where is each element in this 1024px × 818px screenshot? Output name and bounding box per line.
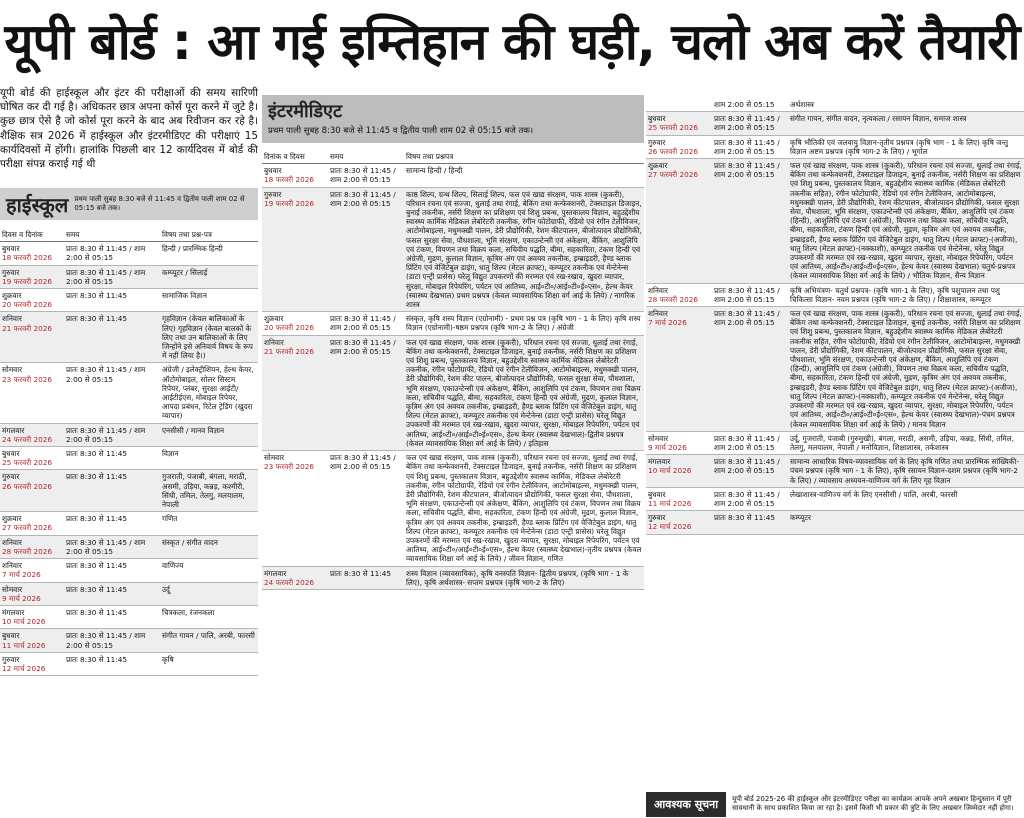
date-label: 28 फरवरी 2026 <box>2 546 53 556</box>
intro-paragraph: यूपी बोर्ड की हाईस्कूल और इंटर की परीक्षाओं की समय सारिणी घोषित कर दी गई है। अधिकतर छात्र अपना कोर्स पूरा करने में जुटे है। कुछ छात्र ऐसे है जो कोर्स पूरा करने के बाद अब रिवीजन कर रहे है। शैक्षिक सत्र 2026 में हाईस्कूल और इंटरमीडिएट की परीक्षाएं 15 कार्यदिवसों में होंगी। हालांकि पिछली बार 12 कार्यदिवस में बोर्ड की परीक्षा संपन्न कराई गई थी <box>0 87 258 171</box>
highschool-shift-note: प्रथम पाली सुबह 8:30 बजे से 11:45 व द्वितीय पाली शाम 02 से 05:15 बजे तक। <box>74 195 245 212</box>
highschool-timetable <box>0 228 258 676</box>
day-label: मंगलवार <box>2 425 25 435</box>
date-cell <box>0 629 64 652</box>
column-header: विषय तथा प्रश्न-पत्र <box>160 228 258 242</box>
date-label: 11 मार्च 2026 <box>648 498 692 508</box>
subject-cell: कृषि <box>160 652 258 675</box>
date-label: 26 फरवरी 2026 <box>648 146 699 156</box>
subject-cell: वाणिज्य <box>160 559 258 582</box>
column-header: दिनांक व दिवस <box>262 150 328 164</box>
time-cell: प्रातः 8:30 से 11:45 / शाम 2:00 से 05:15 <box>712 455 788 488</box>
time-cell: प्रातः 8:30 से 11:45 / शाम 2:00 से 05:15 <box>64 363 160 423</box>
column-header: समय <box>64 228 160 242</box>
date-label: 20 फरवरी 2026 <box>2 300 53 310</box>
time-cell: प्रातः 8:30 से 11:45 / शाम 2:00 से 05:15 <box>64 535 160 558</box>
time-cell: प्रातः 8:30 से 11:45 <box>64 582 160 605</box>
subject-cell: कृषि अभियंत्रण- चतुर्थ प्रश्नपत्र- (कृषि भाग-1 के लिए), कृषि पशुपालन तथा पशु चिकित्सा विज्ञान- नवम प्रश्नपत्र (कृषि भाग-2 के लिए) / शिक्षाशास्त्र, कम्प्यूटर <box>788 283 1024 306</box>
time-cell: प्रातः 8:30 से 11:45 / शाम 2:00 से 05:15 <box>328 335 404 450</box>
day-label: शनिवार <box>264 337 284 347</box>
date-cell <box>646 98 712 112</box>
table-row <box>0 535 258 558</box>
day-label: बुधवार <box>2 449 20 459</box>
subject-cell: संस्कृत / संगीत वादन <box>160 535 258 558</box>
date-cell <box>646 487 712 510</box>
subject-cell: अंग्रेजी / इलेक्ट्रीशियन, हेल्थ केयर, ऑटोमोबाइल, सोलर सिस्टम रिपेयर, प्लंबर, सुरक्षा आईटी/आईटीईएस, मोबाइल रिपेयर, आपदा प्रबंधन, रिटेल ट्रेडिंग (खुदरा व्यापार) <box>160 363 258 423</box>
subject-cell: सामाजिक विज्ञान <box>160 289 258 312</box>
date-cell <box>646 159 712 284</box>
table-row <box>0 559 258 582</box>
date-cell <box>0 289 64 312</box>
date-label: 19 फरवरी 2026 <box>2 276 53 286</box>
day-label: शनिवार <box>2 314 22 324</box>
time-cell: प्रातः 8:30 से 11:45 <box>64 470 160 512</box>
time-cell: प्रातः 8:30 से 11:45 / शाम 2:00 से 05:15 <box>712 307 788 432</box>
date-label: 24 फरवरी 2026 <box>264 577 315 587</box>
time-cell: प्रातः 8:30 से 11:45 / शाम 2:00 से 05:15 <box>712 112 788 135</box>
date-label: 26 फरवरी 2026 <box>2 481 53 491</box>
table-row <box>262 451 644 566</box>
subject-cell: विज्ञान <box>160 447 258 470</box>
time-cell: प्रातः 8:30 से 11:45 / शाम 2:00 से 05:15 <box>64 629 160 652</box>
day-label: सोमवार <box>2 584 23 594</box>
day-label: शनिवार <box>2 561 22 571</box>
date-label: 23 फरवरी 2026 <box>2 374 53 384</box>
table-row <box>0 629 258 652</box>
table-row <box>262 312 644 335</box>
day-label: गुरुवार <box>2 472 20 482</box>
date-cell <box>0 470 64 512</box>
subject-cell: संस्कृत, कृषि शस्य विज्ञान (एग्रोनामी) - प्रथम प्रश्न पत्र (कृषि भाग - 1 के लिए) कृषि शस्य विज्ञान (एग्रोनामी)-षष्ठम प्रश्नपत्र (कृषि भाग-2 के लिए) / अंग्रेजी <box>404 312 644 335</box>
table-row <box>0 652 258 675</box>
time-cell: प्रातः 8:30 से 11:45 / शाम 2:00 से 05:15 <box>328 164 404 187</box>
subject-cell: उर्दू <box>160 582 258 605</box>
table-row <box>0 363 258 423</box>
column-header: समय <box>328 150 404 164</box>
date-cell <box>0 423 64 446</box>
date-cell <box>646 112 712 135</box>
day-label: शुक्रवार <box>2 514 22 524</box>
day-label: बुधवार <box>648 489 666 499</box>
date-label: 18 फरवरी 2026 <box>264 175 315 185</box>
table-header-row <box>0 228 258 242</box>
date-cell <box>0 363 64 423</box>
table-row <box>646 112 1024 135</box>
day-label: बुधवार <box>648 114 666 124</box>
subject-cell: सामान्य आधारिक विषय-व्यावसायिक वर्ग के लिए कृषि गणित तथा प्रारम्भिक सांख्यिकी- पंचम प्रश्नपत्र (कृषि भाग - 1 के लिए), कृषि रसायन विज्ञान-दशम प्रश्नपत्र (कृषि भाग-2 के लिए) / व्यावसाय अध्ययन-वाणिज्य वर्ग के लिए गृह विज्ञान <box>788 455 1024 488</box>
subject-cell: लेखाशास्त्र-वाणिज्य वर्ग के लिए एनसीसी / पालि, अरबी, फारसी <box>788 487 1024 510</box>
table-row <box>646 135 1024 158</box>
date-cell <box>262 312 328 335</box>
day-label: बुधवार <box>2 244 20 254</box>
date-cell <box>646 455 712 488</box>
subject-cell: एनसीसी / मानव विज्ञान <box>160 423 258 446</box>
subject-cell: अर्थशास्त्र <box>788 98 1024 112</box>
time-cell: प्रातः 8:30 से 11:45 / शाम 2:00 से 05:15 <box>712 135 788 158</box>
day-label: शनिवार <box>648 309 668 319</box>
date-cell <box>0 512 64 535</box>
table-row <box>0 289 258 312</box>
table-row <box>646 455 1024 488</box>
date-cell <box>0 265 64 288</box>
date-label: 11 मार्च 2026 <box>2 640 46 650</box>
day-label: बुधवार <box>264 166 282 176</box>
table-row <box>0 312 258 363</box>
day-label: बुधवार <box>2 631 20 641</box>
table-row <box>0 605 258 628</box>
table-header-row <box>262 150 644 164</box>
table-row <box>0 242 258 265</box>
subject-cell: चित्रकला, रंजनकला <box>160 605 258 628</box>
subject-cell: गृहविज्ञान (केवल बालिकाओं के लिए) गृहविज्ञान (केवल बालकों के लिए तथा उन बालिकाओं के लिए जिन्होंने इसे अनिवार्य विषय के रूप में नहीं लिया है।) <box>160 312 258 363</box>
subject-cell: काष्ठ शिल्प, ग्रन्थ शिल्प, सिलाई शिल्प, फल एवं खाद्य संरक्षण, पाक शास्त्र (कुकरी), परिधान रचना एवं सज्जा, धुलाई तथा रंगाई, बेकिंग तथा कन्फेक्शनरी, टेक्सटाइल डिजाइन, बुनाई तकनीक, नर्सरी शिक्षण का प्रशिक्षण एवं शिशु प्रबन्ध, पुस्तकालय विज्ञान, बहुउद्देशीय स्वास्थ्य कार्मिक मेडिकल लेबोरेटरी तकनीक, रंगीन फोटोग्राफी, रेडियो एवं रंगीन टेलीविजन, आटोमोबाइल्स, मधुमक्खी पालन, डेरी प्रौद्योगिकी, रेशम कीटपालन, बीजोत्पादन प्रौद्योगिकी, फसल सुरक्षा सेवा, पौधशाला, भूमि संरक्षण, एकाउन्टेन्सी एवं अंकेक्षण, बैंकिंग, आशुलिपि एवं टंकण, विपणन तथा विक्रय कला, सचिवीय पद्धति, बीमा, सहकारिता, टंकण हिन्दी एवं अंग्रेजी, मुद्रण, कुलाल विज्ञान, कृत्रिम अंग एवं अवयव तकनीक, इम्ब्राइडरी, हैण्ड ब्लाक प्रिंटिंग एवं वेजिटेबुल डाइंग, धातु शिल्प (मेटल क्राफ्ट), कम्प्यूटर तकनीक एवं मेन्टेनेन्स (डाटा एन्ट्री प्रासेस) घरेलू विद्युत उपकरणों की मरम्मत एवं रख-रखाव, खुदरा व्यापार, सुरक्षा, मोबाइल रिपेयरिंग, पर्यटन एवं आतिथ्य, आई०टी०/आई०टी०ई०एस०, हेल्थ केयर (स्वास्थ्य देखभाल) प्रथम प्रश्नपत्र (केवल व्यावसायिक शिक्षा वर्ग आई के लिये) / नागरिक शास्त्र <box>404 187 644 312</box>
date-label: 20 फरवरी 2026 <box>264 323 315 333</box>
date-label: 12 मार्च 2026 <box>2 663 46 673</box>
date-cell <box>646 307 712 432</box>
date-cell <box>0 535 64 558</box>
intermediate-banner <box>262 95 644 143</box>
date-label: 10 मार्च 2026 <box>648 466 692 476</box>
page-headline: यूपी बोर्ड : आ गई इम्तिहान की घड़ी, चलो अब करें तैयारी <box>4 13 1020 71</box>
table-row <box>646 159 1024 284</box>
table-row <box>262 566 644 589</box>
table-row <box>646 98 1024 112</box>
time-cell: प्रातः 8:30 से 11:45 <box>64 312 160 363</box>
date-label: 28 फरवरी 2026 <box>648 294 699 304</box>
subject-cell: उर्दू, गुजराती, पंजाबी (गुरुमुखी), बंगला, मराठी, असमी, उड़िया, कन्नड़, सिंधी, तमिल, तेलगु, मलयालम, नेपाली / मनोविज्ञान, शिक्षाशास्त्र, तर्कशास्त्र <box>788 431 1024 454</box>
table-row <box>646 307 1024 432</box>
table-row <box>0 470 258 512</box>
date-label: 27 फरवरी 2026 <box>2 523 53 533</box>
time-cell: प्रातः 8:30 से 11:45 <box>64 559 160 582</box>
date-cell <box>262 187 328 312</box>
table-row <box>646 511 1024 534</box>
time-cell: शाम 2:00 से 05:15 <box>712 98 788 112</box>
time-cell: प्रातः 8:30 से 11:45 <box>64 289 160 312</box>
time-cell: प्रातः 8:30 से 11:45 / शाम 2:00 से 05:15 <box>712 283 788 306</box>
table-row <box>646 283 1024 306</box>
table-row <box>0 512 258 535</box>
column-header: दिवस व दिनांक <box>0 228 64 242</box>
date-label: 24 फरवरी 2026 <box>2 434 53 444</box>
date-cell <box>646 431 712 454</box>
time-cell: प्रातः 8:30 से 11:45 <box>64 652 160 675</box>
day-label: मंगलवार <box>648 457 671 467</box>
date-label: 23 फरवरी 2026 <box>264 462 315 472</box>
time-cell: प्रातः 8:30 से 11:45 / शाम 2:00 से 05:15 <box>64 423 160 446</box>
day-label: शुक्रवार <box>264 314 284 324</box>
date-cell <box>0 652 64 675</box>
table-row <box>0 582 258 605</box>
table-row <box>646 431 1024 454</box>
date-label: 21 फरवरी 2026 <box>264 346 315 356</box>
subject-cell: हिन्दी / प्रारम्भिक हिन्दी <box>160 242 258 265</box>
subject-cell: फल एवं खाद्य संरक्षण, पाक शास्त्र (कुकरी), परिधान रचना एवं सज्जा, धुलाई तथा रंगाई, बेकिंग तथा कन्फेक्शनरी, टेक्सटाइल डिजाइन, बुनाई तकनीक, नर्सरी शिक्षण का प्रशिक्षण एवं शिशु प्रबन्ध, पुस्तकालय विज्ञान, बहुउद्देशीय स्वास्थ्य कार्मिक (मेडिकल लेबोरेटरी तकनीक सहित), रंगीन फोटोग्राफी, रेडियो एवं रंगीन टेलीविजन, आटोमोबाइल्स, मधुमक्खी पालन, डेरी प्रौद्योगिकी, रेशम कीटपालन, बीजोत्पादन प्रौद्योगिकी, फसल सुरक्षा सेवा, पौधशाला, भूमि संरक्षण, एकाउन्टेन्सी एवं अंकेक्षण, बैंकिंग, आशुलिपि एवं टंकण (हिन्दी), आशुलिपि एवं टंकण (अंग्रेजी), विपणन तथा विक्रय कला, सचिवीय पद्धति, बीमा, सहकारिता, टंकण हिन्दी एवं अंग्रेजी, मुद्रण, कृत्रिम अंग एवं अवयव तकनीक, इम्ब्राइडरी, हैण्ड ब्लाक प्रिंटिंग एवं वेजिटेबुल डाइंग, धातु शिल्प (मेटल क्राफ्ट)-(अजीज), धातु शिल्प (मेटल क्राफ्ट)-(नक्काशी), कम्प्यूटर तकनीक एवं मेन्टेनेन्स, घरेलू विद्युत उपकरणों की मरम्मत एवं रख-रखाव, खुदरा व्यापार, सुरक्षा, मोबाइल रिपेयरिंग, पर्यटन एवं आतिथ्य, आई०टी०/आई०टी०ई०एस०, हेल्थ केयर (स्वास्थ्य देखभाल) चतुर्थ-प्रश्नपत्र (केवल व्यावसायिक शिक्षा वर्ग आई के लिये) / भौतिक विज्ञान, सैन्य विज्ञान <box>788 159 1024 284</box>
column-header: विषय तथा प्रश्नपत्र <box>404 150 644 164</box>
day-label: गुरुवार <box>648 513 666 523</box>
time-cell: प्रातः 8:30 से 11:45 / शाम 2:00 से 05:15 <box>64 242 160 265</box>
day-label: सोमवार <box>2 365 23 375</box>
date-cell <box>262 164 328 187</box>
day-label: शुक्रवार <box>2 291 22 301</box>
time-cell: प्रातः 8:30 से 11:45 <box>64 512 160 535</box>
date-label: 12 मार्च 2026 <box>648 522 692 532</box>
table-row <box>262 335 644 450</box>
day-label: गुरुवार <box>2 654 20 664</box>
time-cell: प्रातः 8:30 से 11:45 / शाम 2:00 से 05:15 <box>328 312 404 335</box>
subject-cell: कम्प्यूटर <box>788 511 1024 534</box>
subject-cell: फल एवं खाद्य संरक्षण, पाक शास्त्र (कुकरी), परिधान रचना एवं सज्जा, धुलाई तथा रंगाई, बेकिंग तथा कन्फेक्शनरी, टेक्सटाइल डिजाइन, बुनाई तकनीक, नर्सरी शिक्षण का प्रशिक्षण एवं शिशु प्रबन्ध, पुस्तकालय विज्ञान, बहुउद्देशीय स्वास्थ्य कार्मिक मेडिकल लेबोरेटरी तकनीक, रंगीन फोटोग्राफी, रेडियो एवं रंगीन टेलीविजन, आटोमोबाइल्स, मधुमक्खी पालन, डेरी प्रौद्योगिकी, रेशम कीट पालन, बीजोत्पादन प्रौद्योगिकी, फसल सुरक्षा सेवा, पौधशाला, भूमि संरक्षण, एकाउन्टेन्सी एवं अंकेक्षण, बैंकिंग, आशुलिपि एवं टंकण, विपणन तथा विक्रय कला, सचिवीय पद्धति, बीमा, सहकारिता, टंकण हिन्दी एवं अंग्रेजी, मुद्रण, कुलाल विज्ञान, कृत्रिम अंग एवं अवयव तकनीक, इम्ब्राइडरी, हैण्ड ब्लाक प्रिंटिंग एवं वेजिटेबुल डाइंग, धातु शिल्प (मेटल क्राफ्ट), कम्प्यूटर तकनीक एवं मेन्टेनेन्स (डाटा एन्ट्री प्रासेस) घरेलू विद्युत उपकरणों की मरम्मत एवं रख-रखाव, खुदरा व्यापार, सुरक्षा, मोबाइल रिपेयरिंग, पर्यटन एवं आतिथ्य, आई०टी०/आई०टी०ई०एस०, हेल्थ केयर (स्वास्थ्य देखभाल)-द्वितीय प्रश्नपत्र (केवल व्यावसायिक शिक्षा वर्ग आई के लिये) / इतिहास <box>404 335 644 450</box>
date-label: 27 फरवरी 2026 <box>648 170 699 180</box>
time-cell: प्रातः 8:30 से 11:45 <box>64 605 160 628</box>
table-row <box>0 265 258 288</box>
subject-cell: संगीत गायन, संगीत वादन, नृत्यकला / रसायन विज्ञान, समाज शास्त्र <box>788 112 1024 135</box>
table-row <box>262 187 644 312</box>
subject-cell: कम्प्यूटर / सिलाई <box>160 265 258 288</box>
table-row <box>0 447 258 470</box>
time-cell: प्रातः 8:30 से 11:45 / शाम 2:00 से 05:15 <box>64 265 160 288</box>
date-label: 7 मार्च 2026 <box>648 318 687 328</box>
date-cell <box>0 582 64 605</box>
time-cell: प्रातः 8:30 से 11:45 / शाम 2:00 से 05:15 <box>328 451 404 566</box>
intermediate-shift-note: प्रथम पाली सुबह 8:30 बजे से 11:45 व द्वितीय पाली शाम 02 से 05:15 बजे तक। <box>268 126 534 136</box>
day-label: शुक्रवार <box>648 161 668 171</box>
time-cell: प्रातः 8:30 से 11:45 <box>328 566 404 589</box>
subject-cell: सामान्य हिन्दी / हिन्दी <box>404 164 644 187</box>
time-cell: प्रातः 8:30 से 11:45 / शाम 2:00 से 05:15 <box>712 431 788 454</box>
date-cell <box>0 559 64 582</box>
date-label: 19 फरवरी 2026 <box>264 198 315 208</box>
day-label: गुरुवार <box>264 189 282 199</box>
date-cell <box>646 511 712 534</box>
highschool-banner <box>0 188 258 220</box>
time-cell: प्रातः 8:30 से 11:45 / शाम 2:00 से 05:15 <box>328 187 404 312</box>
table-row <box>262 164 644 187</box>
subject-cell: गणित <box>160 512 258 535</box>
date-cell <box>0 312 64 363</box>
subject-cell: शस्य विज्ञान (व्यावसायिक), कृषि वनस्पति विज्ञान- द्वितीय प्रश्नपत्र, (कृषि भाग - 1 के लिए), कृषि अर्थशास्त्र- सप्तम प्रश्नपत्र (कृषि भाग-2 के लिए) <box>404 566 644 589</box>
subject-cell: संगीत गायन / पालि, अरबी, फारसी <box>160 629 258 652</box>
date-label: 25 फरवरी 2026 <box>648 123 699 133</box>
day-label: शनिवार <box>2 537 22 547</box>
subject-cell: कृषि भौतिकी एवं जलवायु विज्ञान-तृतीय प्रश्नपत्र (कृषि भाग - 1 के लिए) कृषि जन्तु विज्ञान अष्टम प्रश्नपत्र (कृषि भाग-2 के लिए) / भूगोल <box>788 135 1024 158</box>
day-label: मंगलवार <box>264 568 287 578</box>
day-label: सोमवार <box>648 433 669 443</box>
highschool-title: हाईस्कूल <box>6 192 69 217</box>
date-label: 25 फरवरी 2026 <box>2 458 53 468</box>
time-cell: प्रातः 8:30 से 11:45 <box>712 511 788 534</box>
time-cell: प्रातः 8:30 से 11:45 / शाम 2:00 से 05:15 <box>712 487 788 510</box>
table-row <box>646 487 1024 510</box>
important-notice <box>646 790 1024 818</box>
notice-tag: आवश्यक सूचना <box>646 792 726 817</box>
notice-text: यूपी बोर्ड 2025-26 की हाईस्कूल और इंटरमीडिएट परीक्षा का कार्यक्रम आपके अपने अखबार हिन्दुस्तान में पूरी सावधानी के साथ प्रकाशित किया जा रहा है। इसमें किसी भी प्रकार की त्रुटि के लिए अखबार जिम्मेदार नहीं होगा। <box>732 795 1014 812</box>
time-cell: प्रातः 8:30 से 11:45 <box>64 447 160 470</box>
day-label: मंगलवार <box>2 607 25 617</box>
date-label: 9 मार्च 2026 <box>648 442 687 452</box>
date-cell <box>262 335 328 450</box>
date-label: 9 मार्च 2026 <box>2 593 41 603</box>
date-cell <box>646 135 712 158</box>
date-label: 18 फरवरी 2026 <box>2 253 53 263</box>
intermediate-timetable <box>262 150 644 590</box>
date-label: 7 मार्च 2026 <box>2 570 41 580</box>
intermediate-timetable-continued <box>646 98 1024 535</box>
day-label: शनिवार <box>648 285 668 295</box>
date-label: 21 फरवरी 2026 <box>2 323 53 333</box>
date-cell <box>262 451 328 566</box>
subject-cell: फल एवं खाद्य संरक्षण, पाक शास्त्र (कुकरी), परिधान रचना एवं सज्जा, धुलाई तथा रंगाई, बेकिंग तथा कन्फेक्शनरी, टेक्सटाइल डिजाइन, बुनाई तकनीक, नर्सरी शिक्षण का प्रशिक्षण एवं शिशु प्रबन्ध, पुस्तकालय विज्ञान, बहुउद्देशीय स्वास्थ्य कार्मिक मेडिकल लेबोरेटरी तकनीक सहित, रंगीन फोटोग्राफी, रेडियो एवं रंगीन टेलीविजन, आटोमोबाइल्स, मधुमक्खी पालन, डेरी प्रौद्योगिकी, रेशम कीटपालन, बीजोत्पादन प्रौद्योगिकी, फसल सुरक्षा सेवा, पौधशाला, भूमि संरक्षण, एकाउन्टेन्सी एवं अंकेक्षण, बैंकिंग, आशुलिपि एवं टंकण (हिन्दी), आशुलिपि एवं टंकण (अंग्रेजी), विपणन तथा विक्रय कला, सचिवीय पद्धति, बीमा, सहकारिता, टंकण हिन्दी एवं अंग्रेजी, मुद्रण, कृत्रिम अंग एवं अवयव तकनीक, इम्ब्राइडरी, हैण्ड ब्लाक प्रिंटिंग एवं वेजिटेबुल डाइंग, धातु शिल्प (मेटल क्राफ्ट)-(अजीज), धातु शिल्प (मेटल क्राफ्ट)-(नक्काशी), कम्प्यूटर तकनीक एवं मेन्टेनेन्स, घरेलू विद्युत उपकरणों की मरम्मत एवं रख-रखाव, खुदरा व्यापार, सुरक्षा, मोबाइल रिपेयरिंग, पर्यटन एवं आतिथ्य, आई०टी०/आई०टी०ई०एस०, हेल्थ केयर (स्वास्थ्य देखभाल)-पंचम प्रश्नपत्र (केवल व्यावसायिक शिक्षा वर्ग आई के लिये) / मानव विज्ञान <box>788 307 1024 432</box>
table-row <box>0 423 258 446</box>
subject-cell: गुजराती, पंजाबी, बंगला, मराठी, असमी, उड़िया, कन्नड़, कश्मीरी, सिंधी, तमिल, तेलगु, मलयालम, नेपाली <box>160 470 258 512</box>
date-cell <box>262 566 328 589</box>
date-label: 10 मार्च 2026 <box>2 617 46 627</box>
day-label: गुरुवार <box>648 137 666 147</box>
day-label: गुरुवार <box>2 267 20 277</box>
day-label: सोमवार <box>264 453 285 463</box>
subject-cell: फल एवं खाद्य संरक्षण, पाक शास्त्र (कुकरी), परिधान रचना एवं सज्जा, धुलाई तथा रंगाई, बेकिंग तथा कन्फेक्शनरी, टेक्सटाइल डिजाइन, बुनाई तकनीक, नर्सरी शिक्षण का प्रशिक्षण एवं शिशु प्रबन्ध, पुस्तकालय विज्ञान, बहुउद्देशीय स्वास्थ्य कार्मिक, मेडिकल लेबोरेटरी तकनीक, रंगीन फोटोग्राफी, रेडियो एवं रंगीन टेलीविजन, आटोमोबाइल्स, मधुमक्खी पालन, डेरी प्रौद्योगिकी, रेशम कीटपालन, बीजोत्पादन प्रौद्योगिकी, फसल सुरक्षा सेवा, पौधशाला, भूमि संरक्षण, एकाउन्टेन्सी एवं अंकेक्षण, बैंकिंग, आशुलिपि एवं टंकण, विपणन तथा विक्रय कला, सचिवीय पद्धति, बीमा, सहकारिता, टंकण हिन्दी एवं अंग्रेजी, मुद्रण, कुलाल विज्ञान, कृत्रिम अंग एवं अवयव तकनीक, इम्ब्राइडरी, हैण्ड ब्लाक प्रिंटिंग एवं वेजिटेबुल डाइंग, धातु शिल्प (मेटल क्राफ्ट), कम्प्यूटर तकनीक एवं मेन्टेनेन्स (डाटा एन्ट्री प्रासेस) घरेलू विद्युत उपकरणों की मरम्मत एवं रख-रखाव, खुदरा व्यापार, सुरक्षा, मोबाइल रिपेयरिंग, पर्यटन एवं आतिथ्य, आई०टी०/आई०टी०ई०एस०, हेल्थ केयर (स्वास्थ्य देखभाल)-तृतीय प्रश्नपत्र (केवल व्यावसायिक शिक्षा वर्ग आई के लिये) / जीवन विज्ञान, गणित <box>404 451 644 566</box>
time-cell: प्रातः 8:30 से 11:45 / शाम 2:00 से 05:15 <box>712 159 788 284</box>
date-cell <box>646 283 712 306</box>
date-cell <box>0 447 64 470</box>
date-cell <box>0 605 64 628</box>
intermediate-title: इंटरमीडिएट <box>268 101 343 122</box>
date-cell <box>0 242 64 265</box>
